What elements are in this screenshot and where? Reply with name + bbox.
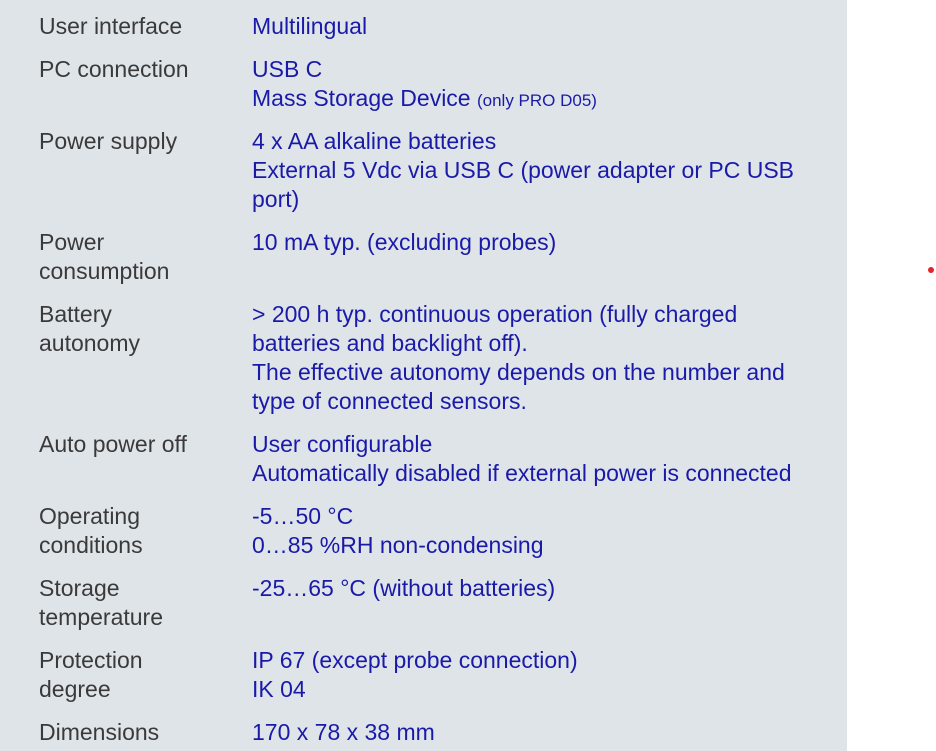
spec-value bbox=[252, 430, 827, 488]
spec-value-line: IP 67 (except probe connection) bbox=[252, 647, 578, 673]
spec-label: Storage temperature bbox=[39, 575, 164, 630]
spec-label: User interface bbox=[39, 13, 183, 39]
spec-value-line: 170 x 78 x 38 mm bbox=[252, 719, 435, 745]
spec-label: Operating conditions bbox=[39, 503, 143, 558]
spec-value bbox=[252, 12, 827, 41]
spec-value bbox=[252, 574, 827, 603]
spec-value bbox=[252, 127, 812, 214]
spec-value-text: Mass Storage Device bbox=[252, 85, 471, 111]
spec-value bbox=[252, 502, 827, 560]
spec-value-line: The effective autonomy depends on the number and type of connected sensors. bbox=[252, 359, 785, 414]
spec-label: Auto power off bbox=[39, 431, 187, 457]
spec-value bbox=[252, 228, 827, 257]
spec-value bbox=[252, 55, 827, 115]
spec-value bbox=[252, 718, 827, 747]
spec-value-line: -25…65 °C (without batteries) bbox=[252, 575, 556, 601]
spec-value-line: USB C bbox=[252, 56, 323, 82]
spec-label: Battery autonomy bbox=[39, 301, 141, 356]
spec-label: Power supply bbox=[39, 128, 178, 154]
spec-value-line: -5…50 °C bbox=[252, 503, 354, 529]
spec-value-line: User configurable bbox=[252, 431, 433, 457]
spec-label: Protection degree bbox=[39, 647, 143, 702]
spec-label: PC connection bbox=[39, 56, 189, 82]
spec-value bbox=[252, 646, 827, 704]
spec-value-line: Multilingual bbox=[252, 13, 368, 39]
spec-value-line: > 200 h typ. continuous operation (fully charged batteries and backlight off). bbox=[252, 301, 738, 356]
spec-value-line: IK 04 bbox=[252, 676, 306, 702]
spec-label: Power consumption bbox=[39, 229, 170, 284]
spec-value-line-with-note bbox=[252, 84, 827, 115]
spec-value-line: 10 mA typ. (excluding probes) bbox=[252, 229, 557, 255]
spec-label: Dimensions bbox=[39, 719, 160, 745]
spec-value-line: Automatically disabled if external power is connected bbox=[252, 460, 792, 486]
spec-value-line: 0…85 %RH non-condensing bbox=[252, 532, 544, 558]
spec-note: (only PRO D05) bbox=[476, 91, 597, 110]
spec-value bbox=[252, 300, 817, 416]
spec-value-line: External 5 Vdc via USB C (power adapter or PC USB port) bbox=[252, 157, 795, 212]
red-dot-marker bbox=[928, 267, 934, 273]
spec-value-line: 4 x AA alkaline batteries bbox=[252, 128, 497, 154]
